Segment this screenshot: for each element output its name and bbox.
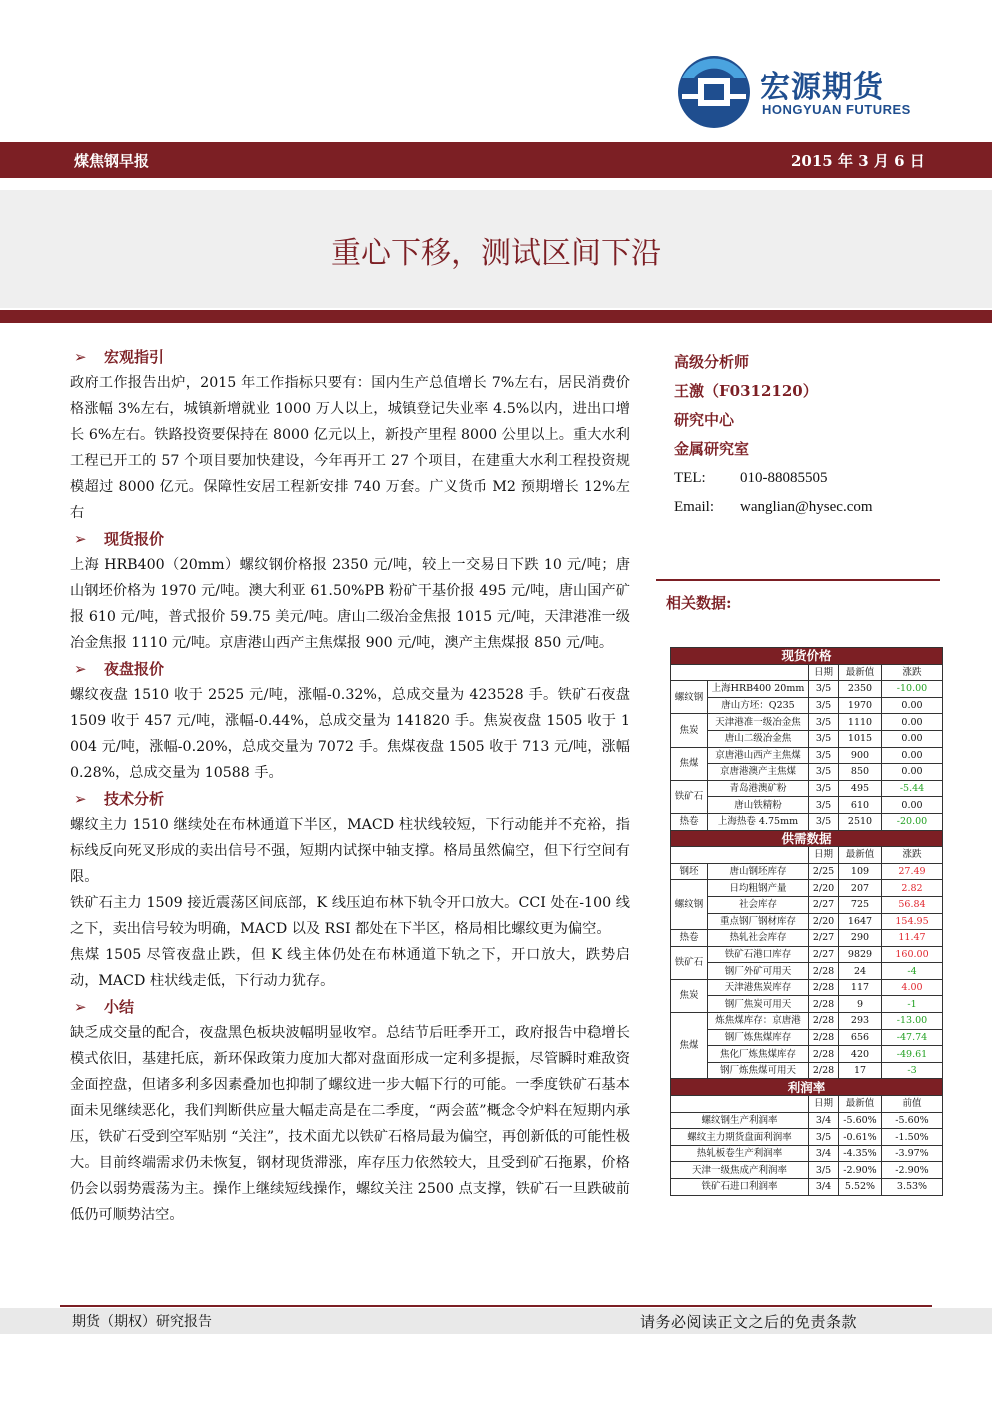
table-row <box>671 730 943 747</box>
section-title: 现货报价 <box>104 530 165 548</box>
table-row <box>671 1145 943 1162</box>
table-cell: 2/28 <box>809 996 839 1013</box>
table-cell: 495 <box>839 780 882 797</box>
table-category: 铁矿石 <box>671 946 708 979</box>
table-cell: 2350 <box>839 681 882 698</box>
section-paragraph: 螺纹主力 1510 继续处在布林通道下半区，MACD 柱状线较短，下行动能并不充裕，指标线反向死叉形成的卖出信号不强，短期内试探中轴支撑。格局虽然偏空，但下行空间有限。 <box>70 817 630 885</box>
section-paragraph: 铁矿石主力 1509 接近震荡区间底部，K 线压迫布林下轨令开口放大。CCI 处在-100 线之下，卖出信号较为明确，MACD 以及 RSI 都处在下半区，格局相比螺纹更为偏空。 <box>70 895 630 937</box>
table-cell: -2.90% <box>882 1162 943 1179</box>
email-label: Email: <box>674 499 714 515</box>
table-section-header <box>671 830 943 847</box>
table-row <box>671 1129 943 1146</box>
footer-divider <box>60 1305 932 1307</box>
table-row <box>671 963 943 980</box>
table-cell: -3 <box>882 1062 943 1079</box>
table-cell: 2/25 <box>809 863 839 880</box>
table-row <box>671 764 943 781</box>
table-cell: 螺纹主力期货盘面利润率 <box>671 1129 809 1146</box>
chevron-right-icon: ➢ <box>74 348 87 366</box>
table-category: 焦煤 <box>671 747 708 780</box>
table-cell: 1647 <box>839 913 882 930</box>
table-cell: -3.97% <box>882 1145 943 1162</box>
table-category: 焦煤 <box>671 1013 708 1079</box>
table-cell: 9829 <box>839 946 882 963</box>
analyst-name: 王激（F0312120） <box>674 382 818 400</box>
table-cell: -4 <box>882 963 943 980</box>
table-cell: 109 <box>839 863 882 880</box>
analyst-role: 高级分析师 <box>674 353 750 371</box>
table-cell: 重点钢厂钢材库存 <box>708 913 809 930</box>
report-date: 2015 年 3 月 6 日 <box>791 152 925 170</box>
title-area <box>0 190 992 308</box>
table-row <box>671 1162 943 1179</box>
table-cell: -13.00 <box>882 1013 943 1030</box>
table-cell: 2/28 <box>809 1013 839 1030</box>
table-cell: 2/28 <box>809 1029 839 1046</box>
section-paragraph: 政府工作报告出炉，2015 年工作指标只要有：国内生产总值增长 7%左右，居民消费价格涨幅 3%左右，城镇新增就业 1000 万人以上，城镇登记失业率 4.5%以内，进出口增长 6%左右。铁路投资要保持在 8000 亿元以上，新投产里程 8000 公里以上。重大水利工程已开工的 57 个项目要加快建设，今年再开工 27 个项目，在建重大水利工程投资规模超过 8000 亿元。保障性安居工程新安排 740 万套。广义货币 M2 预期增长 12%左右 <box>70 375 630 521</box>
footer-report-label: 期货（期权）研究报告 <box>72 1314 212 1330</box>
table-cell: 420 <box>839 1046 882 1063</box>
table-category: 焦炭 <box>671 714 708 747</box>
table-cell: 3/5 <box>809 764 839 781</box>
table-section-title: 利润率 <box>671 1079 943 1096</box>
table-cell: 27.49 <box>882 863 943 880</box>
market-data-table <box>670 647 943 1196</box>
table-cell: 2/28 <box>809 979 839 996</box>
table-cell: 5.52% <box>839 1179 882 1196</box>
table-cell: 3/5 <box>809 697 839 714</box>
table-cell: 900 <box>839 747 882 764</box>
table-column-header: 前值 <box>882 1096 943 1113</box>
table-row <box>671 1062 943 1079</box>
page-title: 重心下移，测试区间下沿 <box>331 236 661 271</box>
chevron-right-icon: ➢ <box>74 660 87 678</box>
section-paragraph: 螺纹夜盘 1510 收于 2525 元/吨，涨幅-0.32%，总成交量为 423528 手。铁矿石夜盘 1509 收于 457 元/吨，涨幅-0.44%，总成交量为 141820 手。焦炭夜盘 1505 收于 1004 元/吨，涨幅-0.20%，总成交量为 7072 手。焦煤夜盘 1505 收于 713 元/吨，涨幅 0.28%，总成交量为 10588 手。 <box>70 687 630 781</box>
section-heading <box>70 786 630 812</box>
table-row <box>671 930 943 947</box>
table-cell: 2510 <box>839 813 882 830</box>
table-row <box>671 896 943 913</box>
table-row <box>671 1029 943 1046</box>
table-cell: 3/4 <box>809 1179 839 1196</box>
table-row <box>671 946 943 963</box>
table-cell: 2/28 <box>809 1046 839 1063</box>
table-section-header <box>671 1079 943 1096</box>
table-cell: -5.60% <box>882 1112 943 1129</box>
email-link[interactable]: wanglian@hysec.com <box>740 499 873 515</box>
table-cell: 2/27 <box>809 896 839 913</box>
table-row <box>671 996 943 1013</box>
analyst-tel <box>674 464 934 493</box>
logo-mark-icon <box>676 54 752 130</box>
table-row <box>671 880 943 897</box>
table-column-header-row <box>671 664 943 681</box>
logo-name-cn: 宏源期货 <box>760 70 884 105</box>
table-cell: -49.61 <box>882 1046 943 1063</box>
table-cell: 3/5 <box>809 747 839 764</box>
table-cell: -20.00 <box>882 813 943 830</box>
section-heading <box>70 994 630 1020</box>
section-title: 夜盘报价 <box>104 660 165 678</box>
table-cell: 656 <box>839 1029 882 1046</box>
table-cell: 热轧社会库存 <box>708 930 809 947</box>
table-cell: 0.00 <box>882 797 943 814</box>
chevron-right-icon: ➢ <box>74 790 87 808</box>
table-cell: 9 <box>839 996 882 1013</box>
tel-value: 010-88085505 <box>740 470 828 486</box>
table-cell: 725 <box>839 896 882 913</box>
table-cell: 3/5 <box>809 1129 839 1146</box>
table-cell: 唐山钢坯库存 <box>708 863 809 880</box>
table-cell: 热轧板卷生产利润率 <box>671 1145 809 1162</box>
table-section-title: 供需数据 <box>671 830 943 847</box>
table-cell: 钢厂炼焦煤库存 <box>708 1029 809 1046</box>
table-cell: -1 <box>882 996 943 1013</box>
section-heading <box>70 656 630 682</box>
section-paragraph: 缺乏成交量的配合，夜盘黑色板块波幅明显收窄。总结节后旺季开工，政府报告中稳增长模式依旧，基建托底，新环保政策力度加大都对盘面形成一定利多提振，尽管瞬时难敌资金面控盘，但诸多利多因素叠加也抑制了螺纹进一步大幅下行的可能。一季度铁矿石基本面未见继续恶化，我们判断供应量大幅走高是在二季度，“两会蓝”概念令炉料在短期内承压，铁矿石受到空军贴别 “关注”，技术面尤以铁矿石格局最为偏空，再创新低的可能性极大。目前终端需求仍未恢复，钢材现货滞涨，库存压力依然较大，且受到矿石拖累，价格仍会以弱势震荡为主。操作上继续短线操作，螺纹关注 2500 点支撑，铁矿石一旦跌破前低仍可顺势沽空。 <box>70 1025 630 1223</box>
table-column-header: 日期 <box>809 664 839 681</box>
table-row <box>671 1013 943 1030</box>
table-header-blank <box>671 1096 809 1113</box>
table-section-header <box>671 648 943 665</box>
analyst-lab: 金属研究室 <box>674 440 750 458</box>
table-cell: -10.00 <box>882 681 943 698</box>
table-cell: 2/27 <box>809 930 839 947</box>
table-cell: 天津港焦炭库存 <box>708 979 809 996</box>
table-category: 焦炭 <box>671 979 708 1012</box>
table-row <box>671 797 943 814</box>
table-column-header: 涨跌 <box>882 847 943 864</box>
table-category: 钢坯 <box>671 863 708 880</box>
table-cell: 天津一级焦成产利润率 <box>671 1162 809 1179</box>
section-title: 宏观指引 <box>104 348 165 366</box>
table-cell: -0.61% <box>839 1129 882 1146</box>
table-cell: -4.35% <box>839 1145 882 1162</box>
table-cell: 2/20 <box>809 913 839 930</box>
report-type: 煤焦钢早报 <box>74 152 150 170</box>
table-cell: 日均粗钢产量 <box>708 880 809 897</box>
analyst-dept: 研究中心 <box>674 411 735 429</box>
table-cell: 钢厂外矿可用天 <box>708 963 809 980</box>
table-cell: 290 <box>839 930 882 947</box>
table-row <box>671 681 943 698</box>
table-row <box>671 979 943 996</box>
table-cell: 3/5 <box>809 681 839 698</box>
table-category: 螺纹钢 <box>671 681 708 714</box>
table-cell: 3/5 <box>809 813 839 830</box>
table-row <box>671 697 943 714</box>
table-cell: 850 <box>839 764 882 781</box>
related-data-title: 相关数据: <box>666 594 732 612</box>
table-cell: 3/5 <box>809 1162 839 1179</box>
table-cell: 4.00 <box>882 979 943 996</box>
report-body <box>70 344 630 1228</box>
table-cell: 3/5 <box>809 797 839 814</box>
table-header-blank <box>671 664 809 681</box>
title-divider <box>0 310 992 323</box>
table-cell: 上海热卷 4.75mm <box>708 813 809 830</box>
analyst-info <box>674 348 934 522</box>
table-cell: -47.74 <box>882 1029 943 1046</box>
table-cell: 0.00 <box>882 697 943 714</box>
table-column-header: 日期 <box>809 1096 839 1113</box>
logo-name-en: HONGYUAN FUTURES <box>762 102 911 117</box>
table-cell: 610 <box>839 797 882 814</box>
table-row <box>671 1179 943 1196</box>
table-cell: 唐山方坯：Q235 <box>708 697 809 714</box>
company-logo <box>676 52 936 132</box>
table-cell: 117 <box>839 979 882 996</box>
chevron-right-icon: ➢ <box>74 998 87 1016</box>
table-cell: 3/5 <box>809 730 839 747</box>
table-cell: 3.53% <box>882 1179 943 1196</box>
table-row <box>671 813 943 830</box>
table-column-header: 日期 <box>809 847 839 864</box>
table-row <box>671 780 943 797</box>
table-cell: 京唐港山西产主焦煤 <box>708 747 809 764</box>
table-cell: 上海HRB400 20mm <box>708 681 809 698</box>
table-category: 螺纹钢 <box>671 880 708 930</box>
table-cell: 207 <box>839 880 882 897</box>
table-category: 铁矿石 <box>671 780 708 813</box>
table-cell: 0.00 <box>882 747 943 764</box>
table-cell: 铁矿石港口库存 <box>708 946 809 963</box>
table-cell: 天津港准一级冶金焦 <box>708 714 809 731</box>
section-heading <box>70 526 630 552</box>
table-cell: -2.90% <box>839 1162 882 1179</box>
table-column-header: 最新值 <box>839 1096 882 1113</box>
table-cell: 2.82 <box>882 880 943 897</box>
table-cell: 青岛港澳矿粉 <box>708 780 809 797</box>
table-cell: 唐山二级冶金焦 <box>708 730 809 747</box>
table-cell: 0.00 <box>882 730 943 747</box>
footer-disclaimer-link[interactable]: 请务必阅读正文之后的免责条款 <box>640 1313 858 1331</box>
section-paragraph: 上海 HRB400（20mm）螺纹钢价格报 2350 元/吨，较上一交易日下跌 10 元/吨；唐山钢坯价格为 1970 元/吨。澳大利亚 61.50%PB 粉矿干基价报 495 元/吨，唐山国产矿报 610 元/吨，普式报价 59.75 美元/吨。唐山二级冶金焦报 1015 元/吨，天津港准一级冶金焦报 1110 元/吨。京唐港山西产主焦煤报 900 元/吨，澳产主焦煤报 850 元/吨。 <box>70 557 630 651</box>
table-cell: 铁矿石进口利润率 <box>671 1179 809 1196</box>
table-cell: 2/28 <box>809 963 839 980</box>
table-cell: 0.00 <box>882 764 943 781</box>
analyst-divider <box>656 579 940 581</box>
table-category: 热卷 <box>671 813 708 830</box>
table-cell: 2/20 <box>809 880 839 897</box>
table-cell: -1.50% <box>882 1129 943 1146</box>
table-row <box>671 714 943 731</box>
table-cell: 钢厂焦炭可用天 <box>708 996 809 1013</box>
table-cell: 1110 <box>839 714 882 731</box>
table-cell: 24 <box>839 963 882 980</box>
table-cell: -5.44 <box>882 780 943 797</box>
table-cell: -5.60% <box>839 1112 882 1129</box>
section-title: 小结 <box>104 998 135 1016</box>
table-cell: 154.95 <box>882 913 943 930</box>
table-cell: 1015 <box>839 730 882 747</box>
table-row <box>671 863 943 880</box>
table-cell: 唐山铁精粉 <box>708 797 809 814</box>
table-cell: 焦化厂炼焦煤库存 <box>708 1046 809 1063</box>
table-cell: 160.00 <box>882 946 943 963</box>
tel-label: TEL: <box>674 470 706 486</box>
table-row <box>671 913 943 930</box>
table-cell: 钢厂炼焦煤可用天 <box>708 1062 809 1079</box>
section-title: 技术分析 <box>104 790 165 808</box>
table-cell: 炼焦煤库存：京唐港 <box>708 1013 809 1030</box>
table-cell: 螺纹钢生产利润率 <box>671 1112 809 1129</box>
analyst-email <box>674 493 934 522</box>
table-cell: 2/28 <box>809 1062 839 1079</box>
table-column-header-row <box>671 847 943 864</box>
table-row <box>671 1046 943 1063</box>
table-cell: 56.84 <box>882 896 943 913</box>
table-column-header: 最新值 <box>839 664 882 681</box>
section-paragraph: 焦煤 1505 尽管夜盘止跌，但 K 线主体仍处在布林通道下轨之下，开口放大，跌势启动，MACD 柱状线走低，下行动力犹存。 <box>70 947 630 989</box>
table-cell: 11.47 <box>882 930 943 947</box>
table-cell: 17 <box>839 1062 882 1079</box>
table-category: 热卷 <box>671 930 708 947</box>
table-column-header-row <box>671 1096 943 1113</box>
table-row <box>671 1112 943 1129</box>
table-cell: 3/5 <box>809 714 839 731</box>
table-cell: 293 <box>839 1013 882 1030</box>
table-section-title: 现货价格 <box>671 648 943 665</box>
table-cell: 3/4 <box>809 1145 839 1162</box>
table-header-blank <box>671 847 809 864</box>
header-band <box>0 142 992 178</box>
table-cell: 社会库存 <box>708 896 809 913</box>
section-heading <box>70 344 630 370</box>
table-cell: 0.00 <box>882 714 943 731</box>
table-cell: 2/27 <box>809 946 839 963</box>
table-cell: 3/5 <box>809 780 839 797</box>
table-row <box>671 747 943 764</box>
table-cell: 3/4 <box>809 1112 839 1129</box>
chevron-right-icon: ➢ <box>74 530 87 548</box>
table-column-header: 涨跌 <box>882 664 943 681</box>
table-cell: 京唐港澳产主焦煤 <box>708 764 809 781</box>
table-column-header: 最新值 <box>839 847 882 864</box>
table-cell: 1970 <box>839 697 882 714</box>
